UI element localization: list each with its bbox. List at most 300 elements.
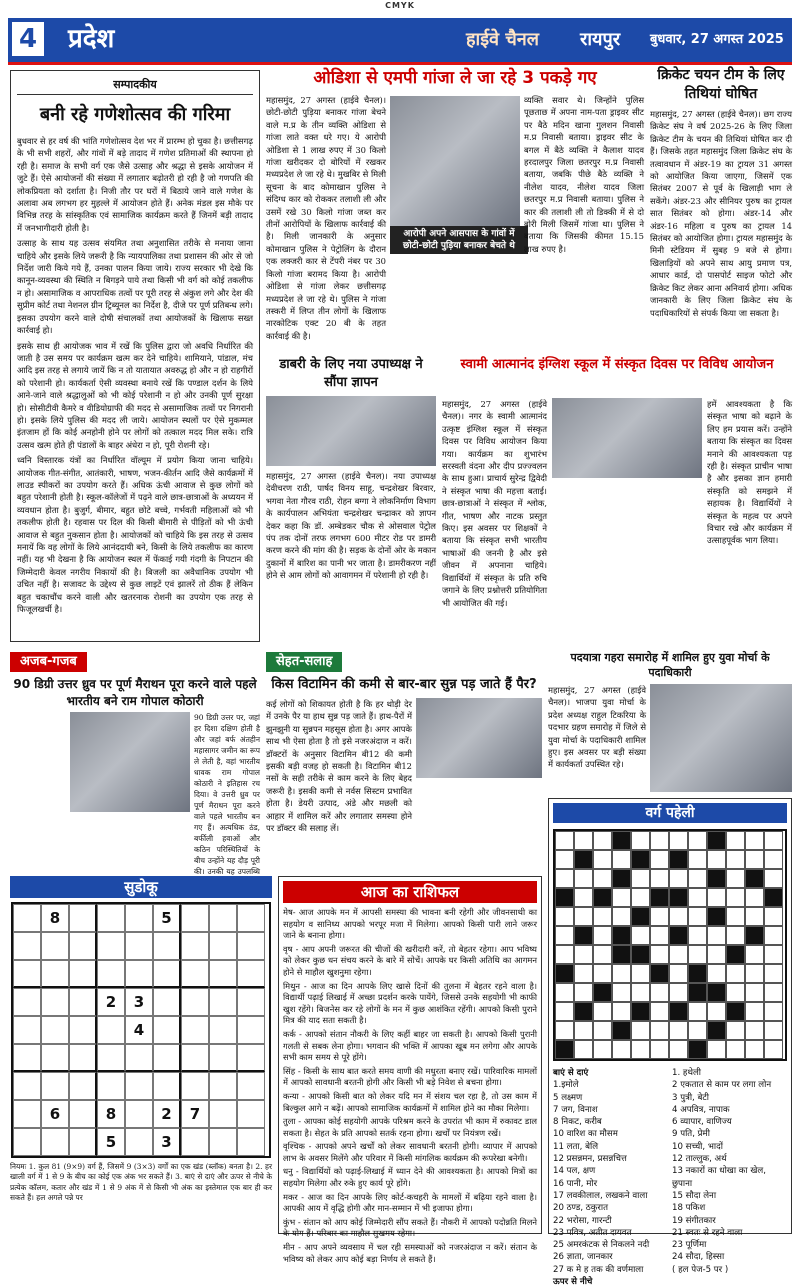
crossword-block: [707, 831, 726, 850]
crossword-cell[interactable]: [669, 964, 688, 983]
crossword-block: [650, 964, 669, 983]
sudoku-cell[interactable]: 4: [125, 1016, 153, 1044]
story-ganja-para1: महासमुंद, 27 अगस्त (हाईवे चैनल)। छोटी-छोटी पुड़िया बनाकर गांजा बेचने वाले म.प्र के तीन व्यक्ति ओडिशा से गांजा लाते वक्त धरे गए। ये आरोपी ओडिशा से 1 लाख रुपए में 30 किलो गांजा खरीदकर दो बोरियों में रखकर मध्यप्रदेश ले जा रहे थे। मुखबिर से मिली सूचना के बाद कोमाखान पुलिस ने संदिग्ध कार को रोककर तलाशी ली और उसमें रखे 30 किलो गांजा जब्त कर तीनों आरोपियों के खिलाफ कार्रवाई की है। मिली जानकारी के अनुसार कोमाखान पुलिस ने पेट्रोलिंग के दौरान एक लक्जरी कार से टेंपरी नंबर पर 30 किलो गांजा बरामद किया है। आरोपी ओडिशा से गांजा लेकर छत्तीसगढ़ मध्यप्रदेश ले जा रहे थे। पुलिस ने गांजा तस्करी में लिप्त तीन लोगों के खिलाफ नारकोटिक एक्ट 20 बी के तहत कार्रवाई की है।: [266, 95, 386, 341]
clue-across: 26 ज्ञाता, जानकार: [553, 1252, 613, 1263]
sudoku-cell[interactable]: [125, 932, 153, 960]
crossword-cell[interactable]: [574, 888, 593, 907]
clue-down: 21 स्वतः से रहने वाला: [672, 1227, 743, 1238]
crossword-title: वर्ग पहेली: [553, 803, 787, 823]
crossword-cell[interactable]: [574, 945, 593, 964]
sudoku-cell[interactable]: [209, 988, 237, 1016]
crossword-cell[interactable]: [650, 983, 669, 1002]
clue-down: 10 सच्ची, भादों: [672, 1141, 723, 1152]
sudoku-cell[interactable]: [125, 960, 153, 988]
crossword-cell[interactable]: [574, 831, 593, 850]
crossword-cell[interactable]: [631, 964, 650, 983]
crossword-cell[interactable]: [707, 926, 726, 945]
crossword-cell[interactable]: [688, 888, 707, 907]
crossword-grid: [553, 829, 787, 1061]
sudoku-cell[interactable]: [237, 988, 265, 1016]
sehat-text: कई लोगों को शिकायत होती है कि हर थोड़ी देर में उनके पैर या हाथ सुन्न पड़ जाते हैं। हाथ-पैरों में झुनझुनी या सुन्नपन महसूस होता है। अगर आपके साथ भी ऐसा होता है तो इसे नजरअंदाज न करें। डॉक्टरों के अनुसार विटामिन बी12 की कमी इसकी बड़ी वजह हो सकती है। विटामिन बी12 नसों के सही तरीके से काम करने के लिए बेहद जरूरी है। इसकी कमी से नर्वस सिस्टम प्रभावित होता है। डेयरी उत्पाद, अंडे और मछली को आहार में शामिल करें और लगातार समस्या होने पर डॉक्टर की सलाह लें।: [266, 699, 412, 834]
rashi-item: तुला - आपका कोई सहयोगी आपके परिश्रम करने के उपरांत भी काम में रुकावट डाल सकता है। सेहत के प्रति आपको सतर्क रहना होगा। खर्चों पर नियंत्रण रखें।: [283, 1116, 537, 1138]
clue-across: 20 ठण्ड, ठकुरात: [553, 1203, 609, 1214]
rashifal-title: आज का राशिफल: [283, 881, 537, 903]
editorial-para: ध्वनि विस्तारक यंत्रों का निर्धारित वॉल्यूम में प्रयोग किया जाना चाहिये। आयोजक गीत-संगीत, आतंकारी, भाषण, भजन-कीर्तन आदि जैसे कार्यक्रमों में लाउड स्पीकरों का उपयोग करते हैं। अधिक ऊंची आवाज से कुछ लोगों को बहुत परेशानी होती है। स्कूल-कॉलेजों में पढ़ने वाले छात्र-छात्राओं के अध्ययन में व्यवधान होता है। बुजुर्ग, बीमार, बहुत छोटे बच्चे, गर्भवती महिलाओं को भी तकलीफ होती है। रहवास पर दिल की किसी बीमारी से पीड़ितों को भी ऊंची आवाज से बहुत नुकसान होता है। आयोजकों को चाहिये कि इस तरह से उत्सव मनायें कि वह लोगों के लिये आनंददायी बने, किसी के लिये तकलीफ का कारण नहीं। यह भी देखना है कि आयोजन स्थल में फेंकाई गयी गंदगी के निपटान की जिम्मेदारी केवल नगरीय निकायों की है। बिजली का अवैधानिक उपयोग भी उचित नहीं है। सजावट के उद्देश्य से कुछ लाइटें एवं झालरें तो ठीक हैं लेकिन बहुत चकाचौंध करने वाली और खतरनाक रोशनी का उपयोग एक तरह से फिजूलखर्ची है।: [17, 455, 253, 615]
crossword-cell[interactable]: [726, 983, 745, 1002]
clue-across: 1.इमोले: [553, 1080, 579, 1091]
sudoku-cell[interactable]: [209, 960, 237, 988]
sehat-title: किस विटामिन की कमी से बार-बार सुन्न पड़ जाते हैं पैर?: [271, 677, 537, 692]
rashi-item: कर्क - आपको संतान नौकरी के लिए कहीं बाहर जा सकती है। आपको किसी पुरानी गलती से सबक लेना होगा। भगवान की भक्ति में आपका खूब मन लगेगा और आपके सभी काम समय से पूरे होंगे।: [283, 1028, 537, 1063]
crossword-cell[interactable]: [612, 850, 631, 869]
sudoku-cell[interactable]: [181, 932, 209, 960]
crossword-cell[interactable]: [764, 1021, 783, 1040]
sudoku-cell[interactable]: [237, 1044, 265, 1072]
crossword-block: [707, 983, 726, 1002]
rashi-item: वृश्चिक - आपको अपने खर्चों को लेकर सावधानी बरतनी होगी। व्यापार में आपको लाभ के अवसर मिलेंगे और परिवार में किसी मांगलिक कार्यक्रम की रूपरेखा बनेगी।: [283, 1141, 537, 1163]
sudoku-cell[interactable]: [13, 1128, 41, 1156]
crossword-cell[interactable]: [593, 1021, 612, 1040]
crossword-block: [612, 869, 631, 888]
crossword-cell[interactable]: [707, 1040, 726, 1059]
crossword-cell[interactable]: [726, 964, 745, 983]
sudoku-cell[interactable]: 5: [97, 1128, 125, 1156]
crossword-cell[interactable]: [707, 1002, 726, 1021]
story-ganja-para2: व्यक्ति सवार थे। जिन्होंने पुलिस पूछताछ में अपना नाम-पता ड्राइवर सीट पर बैठे मदिन खाना गुलशन निवासी म.प्र निवासी बताया। ड्राइवर सीट के बगल में बैठे व्यक्ति ने कैलाश यादव हरदालपुर जिला छतरपुर म.प्र निवासी बताया, जबकि पीछे बैठे व्यक्ति ने नीलेश यादव, नीलेश यादव जिला छतरपुर म.प्र निवासी बताया। पुलिस ने कार की तलाशी ली तो डिक्की में से दो बोरी मिली जिसमें गांजा था। पुलिस ने बताया कि जिसकी कीमत 15.15 लाख रुपए है।: [524, 95, 644, 254]
crossword-cell[interactable]: [669, 1021, 688, 1040]
sudoku-cell[interactable]: [181, 1016, 209, 1044]
rashi-item: कन्या - आपको किसी बात को लेकर यदि मन में संशय चल रहा है, तो उस काम में बिल्कुल आगे न बढ़ें। आपको सामाजिक कार्यक्रमों में शामिल होने का मौका मिलेगा।: [283, 1090, 537, 1113]
crossword-block: [764, 888, 783, 907]
sudoku-cell[interactable]: [41, 1072, 69, 1100]
crossword-cell[interactable]: [593, 907, 612, 926]
crossword-cell[interactable]: [631, 983, 650, 1002]
crossword-cell[interactable]: [574, 964, 593, 983]
crossword-cell[interactable]: [593, 1040, 612, 1059]
crossword-cell[interactable]: [669, 1040, 688, 1059]
crossword-cell[interactable]: [726, 926, 745, 945]
crossword-cell[interactable]: [631, 831, 650, 850]
crossword-cell[interactable]: [593, 869, 612, 888]
crossword-cell[interactable]: [574, 1021, 593, 1040]
sudoku-cell[interactable]: [209, 1128, 237, 1156]
crossword-cell[interactable]: [707, 964, 726, 983]
sudoku-cell[interactable]: 8: [97, 1100, 125, 1128]
crossword-cell[interactable]: [555, 850, 574, 869]
sudoku-cell[interactable]: [125, 1072, 153, 1100]
sudoku-cell[interactable]: [125, 1128, 153, 1156]
sudoku-cell[interactable]: [237, 1072, 265, 1100]
crossword-clues-across: [553, 1067, 668, 1288]
sudoku-cell[interactable]: [13, 1072, 41, 1100]
clue-across: 23 पवित्र, अतीत दायवत: [553, 1227, 632, 1238]
clue-across: 7 जग, विनाश: [553, 1104, 598, 1115]
crossword-cell[interactable]: [726, 1040, 745, 1059]
sudoku-cell[interactable]: [97, 1044, 125, 1072]
sudoku-cell[interactable]: [97, 904, 125, 932]
sudoku-cell[interactable]: 3: [153, 1128, 181, 1156]
sudoku-cell[interactable]: [41, 960, 69, 988]
crossword-cell[interactable]: [650, 869, 669, 888]
story-atmanand-photo: [552, 398, 702, 478]
crossword-cell[interactable]: [764, 869, 783, 888]
rashi-item: मेष- आज आपके मन में आपसी समस्या की भावना बनी रहेगी और जीवनसाथी का सहयोग व सानिध्य आपको भरपूर मजा में मिलेगा। आपको किसी पारी लाने जरूर जाने के बनाना होगा।: [283, 907, 537, 941]
crossword-cell[interactable]: [764, 907, 783, 926]
crossword-block: [726, 1002, 745, 1021]
masthead-underline: [8, 62, 792, 65]
sudoku-cell[interactable]: [69, 1016, 97, 1044]
crossword-cell[interactable]: [631, 926, 650, 945]
sudoku-cell[interactable]: [125, 1044, 153, 1072]
sudoku-cell[interactable]: 5: [153, 904, 181, 932]
crossword-cell[interactable]: [612, 983, 631, 1002]
sudoku-cell[interactable]: [209, 1044, 237, 1072]
padyatra-photo: [650, 684, 792, 792]
crossword-block: [593, 983, 612, 1002]
sudoku-cell[interactable]: [181, 1128, 209, 1156]
editorial-para: उत्साह के साथ यह उत्सव संयमित तथा अनुशासित तरीके से मनाया जाना चाहिये और इसके लिये जरूरी है कि न्यायपालिका तथा प्रशासन की ओर से जो निर्देश जारी किये गये हैं, उनका पालन किया जाये। राज्य सरकार भी देखे कि कानून-व्यवस्था की स्थिति न बिगड़ने पाये तथा किसी भी वर्ग को कोई तकलीफ न हो। असामाजिक व आपराधिक तत्वों पर पूरी तरह से अंकुश लगे और देश की सुप्रीम कोर्ट तथा नेशनल ग्रीन ट्रिब्यूनल का निर्देश है, दीजे पर पूर्ण प्रतिबन्ध लगे। इसका उपयोग करने वाले दोषी संचालकों तथा आयोजकों के खिलाफ सख्त कार्रवाई हो।: [17, 238, 253, 336]
crossword-block: [707, 869, 726, 888]
crossword-block: [555, 888, 574, 907]
crossword-cell[interactable]: [650, 831, 669, 850]
crossword-cell[interactable]: [688, 945, 707, 964]
crossword-block: [688, 964, 707, 983]
sudoku-cell[interactable]: [69, 932, 97, 960]
rashifal-list: [283, 907, 537, 1265]
crossword-cell[interactable]: [688, 1021, 707, 1040]
story-ganja-title: ओडिशा से एमपी गांजा ले जा रहे 3 पकड़े गए: [313, 68, 597, 88]
clue-across: 22 भरोसा, गारन्टी: [553, 1215, 612, 1226]
crossword-cell[interactable]: [612, 907, 631, 926]
crossword-cell[interactable]: [688, 869, 707, 888]
sudoku-cell[interactable]: [13, 1100, 41, 1128]
sudoku-cell[interactable]: [13, 988, 41, 1016]
sudoku-cell[interactable]: [69, 988, 97, 1016]
story-atmanand-title: स्वामी आत्मानंद इंग्लिश स्कूल में संस्कृत दिवस पर विविध आयोजन: [460, 357, 774, 372]
editorial-box: [10, 70, 260, 642]
crossword-cell[interactable]: [745, 945, 764, 964]
crossword-cell[interactable]: [745, 1021, 764, 1040]
sudoku-cell[interactable]: [209, 1100, 237, 1128]
sudoku-cell[interactable]: [41, 1044, 69, 1072]
crossword-cell[interactable]: [650, 945, 669, 964]
padyatra-title: पदयात्रा गहरा समारोह में शामिल हुए युवा मोर्चा के पदाधिकारी: [570, 651, 770, 679]
story-atmanand-side: हमें आवश्यकता है कि संस्कृत भाषा को बढ़ाने के लिए हम प्रयास करें। उन्होंने बताया कि संस्कृत का दिवस मनाने की आवश्यकता पड़ रही है। संस्कृत प्राचीन भाषा है और इसका ज्ञान हमारी संस्कृति को समझने में सहायक है। विद्यार्थियों ने संस्कृत के महत्व पर अपने विचार रखे और कार्यक्रम में उत्साहपूर्वक भाग लिया।: [707, 399, 792, 546]
sudoku-cell[interactable]: [181, 904, 209, 932]
sudoku-cell[interactable]: [209, 1072, 237, 1100]
crossword-block: [688, 983, 707, 1002]
editorial-label: सम्पादकीय: [17, 77, 253, 95]
crossword-cell[interactable]: [555, 831, 574, 850]
crossword-cell[interactable]: [745, 983, 764, 1002]
crossword-cell[interactable]: [593, 1002, 612, 1021]
crossword-cell[interactable]: [745, 831, 764, 850]
sudoku-cell[interactable]: [97, 1016, 125, 1044]
sudoku-cell[interactable]: [69, 1100, 97, 1128]
sudoku-cell[interactable]: [153, 1016, 181, 1044]
crossword-cell[interactable]: [764, 945, 783, 964]
sudoku-cell[interactable]: [209, 932, 237, 960]
sudoku-cell[interactable]: 2: [97, 988, 125, 1016]
paper-name: हाईवे चैनल: [466, 29, 539, 50]
crossword-cell[interactable]: [650, 1002, 669, 1021]
clue-down: 9 पति, प्रेमी: [672, 1129, 710, 1140]
sudoku-cell[interactable]: [209, 1016, 237, 1044]
crossword-cell[interactable]: [574, 869, 593, 888]
clue-down: 19 संगीतकार: [672, 1215, 716, 1226]
sudoku-cell[interactable]: 7: [181, 1100, 209, 1128]
crossword-cell[interactable]: [612, 964, 631, 983]
crossword-cell[interactable]: [707, 945, 726, 964]
crossword-cell[interactable]: [555, 869, 574, 888]
city-name: रायपुर: [580, 29, 621, 50]
crossword-cell[interactable]: [650, 1040, 669, 1059]
masthead: [8, 18, 792, 62]
rashi-item: धनु - विद्यार्थियों को पढ़ाई-लिखाई में ध्यान देने की आवश्यकता है। आपको मित्रों का सहयोग मिलेगा और रुके हुए कार्य पूरे होंगे।: [283, 1166, 537, 1189]
sudoku-cell[interactable]: [41, 1016, 69, 1044]
crossword-cell[interactable]: [574, 983, 593, 1002]
crossword-cell[interactable]: [593, 945, 612, 964]
crossword-cell[interactable]: [726, 850, 745, 869]
crossword-cell[interactable]: [764, 850, 783, 869]
crossword-cell[interactable]: [612, 888, 631, 907]
sudoku-cell[interactable]: [153, 988, 181, 1016]
crossword-block: [631, 850, 650, 869]
sudoku-cell[interactable]: [181, 1072, 209, 1100]
sudoku-cell[interactable]: [237, 932, 265, 960]
sudoku-cell[interactable]: 8: [41, 904, 69, 932]
clue-down: 1. हथेली: [672, 1068, 702, 1078]
story-dabri: [266, 356, 436, 642]
page-number: 4: [12, 22, 44, 56]
crossword-cell[interactable]: [593, 964, 612, 983]
crossword-cell[interactable]: [764, 1002, 783, 1021]
crossword-cell[interactable]: [688, 1002, 707, 1021]
clue-across: 5 लक्ष्मण: [553, 1092, 583, 1103]
crossword-cell[interactable]: [612, 1040, 631, 1059]
crossword-block: [707, 1021, 726, 1040]
crossword-cell[interactable]: [707, 888, 726, 907]
crossword-cell[interactable]: [726, 831, 745, 850]
sudoku-cell[interactable]: [237, 1016, 265, 1044]
sudoku-cell[interactable]: 3: [125, 988, 153, 1016]
story-cricket-title: क्रिकेट चयन टीम के लिए तिथियां घोषित: [657, 67, 785, 102]
sudoku-cell[interactable]: [97, 1072, 125, 1100]
editorial-title: बनी रहे गणेशोत्सव की गरिमा: [39, 104, 231, 125]
crossword-cell[interactable]: [745, 888, 764, 907]
sudoku-title: सुडोकू: [10, 876, 272, 898]
sudoku-cell[interactable]: [69, 1044, 97, 1072]
crossword-block: [726, 945, 745, 964]
crossword-cell[interactable]: [764, 983, 783, 1002]
sudoku-cell[interactable]: [69, 960, 97, 988]
crossword-cell[interactable]: [669, 983, 688, 1002]
crossword-cell[interactable]: [726, 1021, 745, 1040]
sudoku-cell[interactable]: [69, 1128, 97, 1156]
crossword-cell[interactable]: [593, 831, 612, 850]
sudoku-cell[interactable]: [237, 904, 265, 932]
crossword-cell[interactable]: [688, 926, 707, 945]
rashi-item: मीन - आप अपने व्यवसाय में चल रही समस्याओं को नजरअंदाज न करें। संतान के भविष्य को लेकर आप कोई बड़ा निर्णय ले सकते हैं।: [283, 1242, 537, 1264]
sudoku-cell[interactable]: [237, 1128, 265, 1156]
rashi-item: सिंह - किसी के साथ बात करते समय वाणी की मधुरता बनाए रखें। पारिवारिक मामलों में आपको सावधानी बरतनी होगी और किसी भी बड़े निवेश से बचना होगा।: [283, 1065, 537, 1088]
clue-down: 6 व्यापार, वाणिज्य: [672, 1117, 732, 1128]
sudoku-cell[interactable]: [209, 904, 237, 932]
ajab-gajab: [10, 650, 260, 876]
crossword-cell[interactable]: [688, 907, 707, 926]
crossword-block: [612, 945, 631, 964]
sudoku-cell[interactable]: [41, 932, 69, 960]
crossword-block: [631, 1002, 650, 1021]
sudoku-cell[interactable]: [69, 1072, 97, 1100]
ajab-tag: अजब-गजब: [10, 652, 87, 672]
clue-down: 24 सौदा, हिस्सा: [672, 1252, 725, 1263]
clue-heading: ऊपर से नीचे: [553, 1277, 593, 1288]
clue-down: 2 एकतात से काम पर लगा लोन: [672, 1080, 772, 1091]
sudoku-grid: [11, 902, 271, 1158]
sudoku-cell[interactable]: [41, 1128, 69, 1156]
story-cricket-text: महासमुंद, 27 अगस्त (हाईवे चैनल)। छग राज्य क्रिकेट संघ ने वर्ष 2025-26 के लिए जिला क्रिकेट टीम के चयन की तिथियां घोषित कर दी हैं। जिसके तहत महासमुंद जिला क्रिकेट संघ के तत्वावधान में अंडर-19 का ट्रायल 31 अगस्त को आयोजित किया जाएगा, जिसमें एक सितंबर 2007 से पूर्व के खिलाड़ी भाग ले सकेंगे। अंडर-23 और सीनियर पुरुष का ट्रायल सात सितंबर को होगा। अंडर-14 और अंडर-16 महिला व पुरुष का ट्रायल 14 सितंबर को आयोजित होगा। ट्रायल महासमुंद के मिनी स्टेडियम में सुबह 9 बजे से होगा। खिलाड़ियों को अपने साथ आयु प्रमाण पत्र, आधार कार्ड, दो पासपोर्ट साइज फोटो और क्रिकेट किट लेकर आना अनिवार्य होगा। अधिक जानकारी के लिए जिला क्रिकेट संघ के पदाधिकारियों से संपर्क किया जा सकता है।: [650, 109, 792, 318]
crossword-cell[interactable]: [650, 926, 669, 945]
crossword-cell[interactable]: [669, 869, 688, 888]
sudoku-cell[interactable]: 6: [41, 1100, 69, 1128]
sudoku-cell[interactable]: [153, 932, 181, 960]
crossword-cell[interactable]: [555, 1021, 574, 1040]
crossword-cell[interactable]: [688, 850, 707, 869]
story-ganja: [266, 66, 644, 350]
crossword-cell[interactable]: [745, 1002, 764, 1021]
sudoku-cell[interactable]: [153, 960, 181, 988]
rashi-item: वृष - आप अपनी जरूरत की चीजों की खरीदारी करें, तो बेहतर रहेगा। आप भविष्य को लेकर कुछ धन संचय करने के बारे में सोचें। आपके घर किसी अतिथि का आगमन होने से माहौल खुशनुमा रहेगा।: [283, 943, 537, 977]
sehat-salah: [266, 650, 542, 870]
clue-down: 12 ताल्लुक, अर्थ: [672, 1154, 727, 1165]
issue-date: बुधवार, 27 अगस्त 2025: [650, 32, 784, 47]
sudoku-cell[interactable]: [237, 1100, 265, 1128]
clue-down: 15 सौदा लेना: [672, 1190, 717, 1201]
clue-heading: बाएं से दाएं: [553, 1068, 589, 1078]
crossword-block: [669, 888, 688, 907]
sudoku-cell[interactable]: [69, 904, 97, 932]
sudoku-cell[interactable]: [125, 1100, 153, 1128]
sudoku-cell[interactable]: [13, 1044, 41, 1072]
crossword-cell[interactable]: [593, 850, 612, 869]
sudoku-cell[interactable]: [97, 960, 125, 988]
crossword-block: [650, 888, 669, 907]
crossword-clues: [553, 1067, 787, 1288]
crossword-cell[interactable]: [574, 1040, 593, 1059]
story-padyatra: [548, 650, 792, 795]
sudoku-cell[interactable]: [97, 932, 125, 960]
ajab-title: 90 डिग्री उत्तर ध्रुव पर पूर्ण मैराथन पूरा करने वाले पहले भारतीय बने राम गोपाल कोठारी: [13, 677, 257, 708]
padyatra-text: महासमुंद, 27 अगस्त (हाईवे चैनल)। भाजपा युवा मोर्चा के प्रदेश अध्यक्ष राहुल टिकरिया के पदभार ग्रहण समारोह में जिले से युवा मोर्चा के पदाधिकारी शामिल हुए। इस अवसर पर बड़ी संख्या में कार्यकर्ता उपस्थित रहे।: [548, 685, 646, 770]
crossword-cell[interactable]: [764, 1040, 783, 1059]
clue-down: 23 पूर्णिमा: [672, 1240, 707, 1251]
sudoku-cell[interactable]: [13, 932, 41, 960]
crossword-cell[interactable]: [726, 907, 745, 926]
sudoku-cell[interactable]: [181, 1044, 209, 1072]
sudoku-cell[interactable]: [13, 1016, 41, 1044]
crossword-cell[interactable]: [555, 983, 574, 1002]
clue-down: 3 पुत्री, बेटी: [672, 1092, 709, 1103]
sudoku-cell[interactable]: [41, 988, 69, 1016]
sudoku-cell[interactable]: [153, 1044, 181, 1072]
sudoku-cell[interactable]: [125, 904, 153, 932]
crossword-block: [555, 1040, 574, 1059]
clue-across: 11 लता, बेलि: [553, 1141, 599, 1152]
crossword-cell[interactable]: [612, 1002, 631, 1021]
crossword-block: [631, 945, 650, 964]
story-atmanand: [442, 356, 792, 642]
sudoku-cell[interactable]: [153, 1072, 181, 1100]
crossword-cell[interactable]: [574, 907, 593, 926]
sudoku-cell[interactable]: [13, 960, 41, 988]
crossword-cell[interactable]: [631, 888, 650, 907]
crossword-cell[interactable]: [688, 831, 707, 850]
crossword-cell[interactable]: [745, 964, 764, 983]
crossword-cell[interactable]: [669, 831, 688, 850]
crossword-cell[interactable]: [669, 945, 688, 964]
crossword-cell[interactable]: [745, 1040, 764, 1059]
crossword-block: [669, 850, 688, 869]
sudoku-cell[interactable]: 2: [153, 1100, 181, 1128]
clue-across: 8 निकट, करीब: [553, 1117, 602, 1128]
crossword-cell[interactable]: [726, 888, 745, 907]
crossword-cell[interactable]: [631, 869, 650, 888]
crossword-block: [669, 926, 688, 945]
clue-across: 25 अमरकंटक से निकलने नदी: [553, 1240, 650, 1251]
clue-down: 18 पकिश: [672, 1203, 706, 1214]
story-cricket: [650, 66, 792, 350]
crossword-cell[interactable]: [707, 850, 726, 869]
crossword-block: [631, 907, 650, 926]
story-dabri-photo: [266, 396, 436, 466]
rashi-item: मकर - आज का दिन आपके लिए कोर्ट-कचहरी के मामलों में बढ़िया रहने वाला है। आपकी आय में वृद्धि होगी और मान-सम्मान में भी इजाफा होगा।: [283, 1191, 537, 1214]
crossword-cell[interactable]: [745, 850, 764, 869]
crossword-cell[interactable]: [631, 1040, 650, 1059]
crossword-cell[interactable]: [745, 907, 764, 926]
crossword-cell[interactable]: [764, 926, 783, 945]
crossword-cell[interactable]: [650, 907, 669, 926]
clue-across: 27 क मे ह तक की वर्णमाला: [553, 1264, 644, 1275]
crossword-cell[interactable]: [650, 850, 669, 869]
story-ganja-caption: आरोपी अपने आसपास के गांवों में छोटी-छोटी पुड़िया बनाकर बेचते थे: [390, 226, 528, 254]
crossword-cell[interactable]: [593, 926, 612, 945]
crossword-cell[interactable]: [669, 907, 688, 926]
clue-down: ( हल पेज-5 पर ): [672, 1264, 729, 1275]
crossword-cell[interactable]: [650, 1021, 669, 1040]
sudoku-cell[interactable]: [13, 904, 41, 932]
sudoku-cell[interactable]: [181, 988, 209, 1016]
sudoku-cell[interactable]: [237, 960, 265, 988]
clue-across: 17 लवकीलाल, लखकने वाला: [553, 1190, 648, 1201]
crossword-cell[interactable]: [555, 926, 574, 945]
crossword-cell[interactable]: [764, 964, 783, 983]
crossword-cell[interactable]: [726, 869, 745, 888]
crossword-cell[interactable]: [764, 831, 783, 850]
crossword-cell[interactable]: [555, 945, 574, 964]
crossword-block: [593, 888, 612, 907]
crossword-cell[interactable]: [555, 1002, 574, 1021]
sudoku-cell[interactable]: [181, 960, 209, 988]
crossword-cell[interactable]: [631, 1021, 650, 1040]
rashi-item: मिथुन - आज का दिन आपके लिए खासे दिनों की तुलना में बेहतर रहने वाला है। विद्यार्थी पढ़ाई लिखाई में अच्छा प्रदर्शन करके पायेंगे, जिससे उनके सहयोगी भी काफी खुश रहेंगे। बिजनेस कर रहे लोगों के मन में कुछ आशंकित रहेंगी। आपको किसी पुराने मित्र की याद सता सकती है।: [283, 980, 537, 1026]
crossword-cell[interactable]: [555, 907, 574, 926]
rashifal: [278, 876, 542, 1264]
crossword-block: [669, 1002, 688, 1021]
editorial-para: बुधवार से हर वर्ष की भांति गणेशोत्सव देश भर में प्रारम्भ हो चुका है। छत्तीसगढ़ के भी सभी शहरों, और गांवों में बड़े तादाद में गणेश प्रतिमाओं की स्थापना हो रही है। समाज के सभी वर्ग एक जैसे उत्साह और श्रद्धा से इसके आयोजन में जुटे हैं। ऐसे आयोजनों की संख्या में लगातार बढ़ोतरी हो रही है जो गणपति की लोकप्रियता को दर्शाता है। निजी तौर पर घरों में बिठाये जाने वाले गणेश के अलावा अब लगभग हर मुहल्ले में आयोजन होते हैं। अनेक मंडल इस मौके पर विभिन्न तरह के सांस्कृतिक एवं सामाजिक कार्यक्रम करते हैं जिनमें बड़ी तादाद में जनभागीदारी होती है।: [17, 136, 253, 233]
crossword-block: [612, 926, 631, 945]
clue-down: 4 अपवित्र, नापाक: [672, 1104, 730, 1115]
